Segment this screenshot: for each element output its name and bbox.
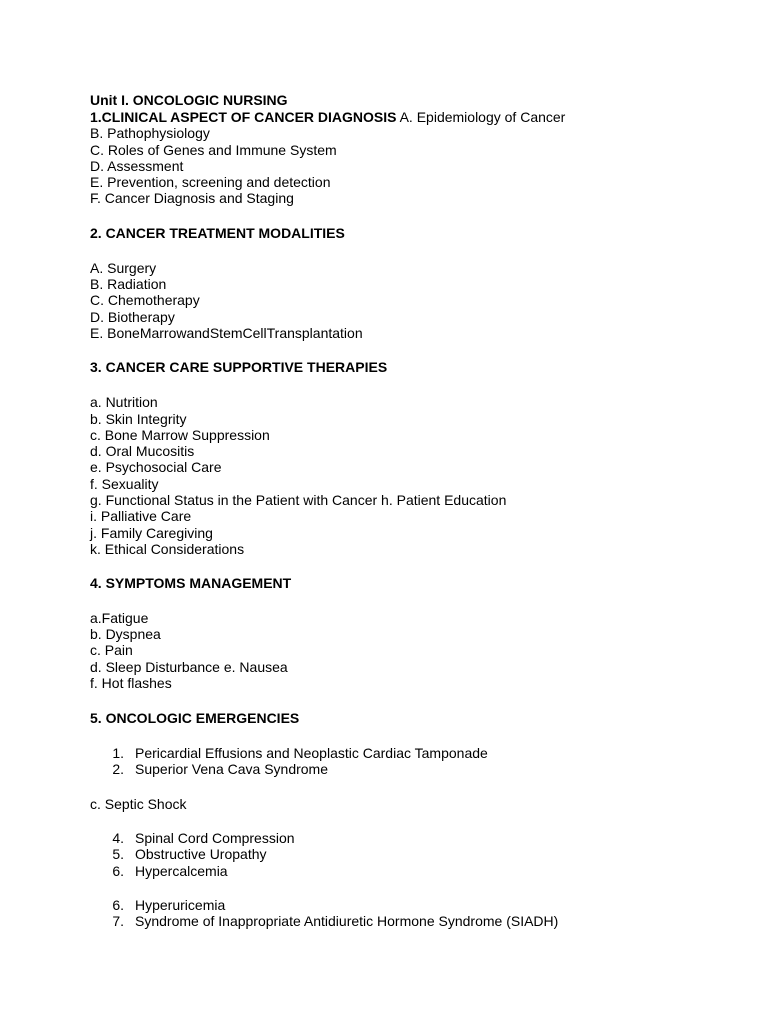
section-5-heading: 5. ONCOLOGIC EMERGENCIES xyxy=(90,710,300,726)
emergency-item: Pericardial Effusions and Neoplastic Cardiac Tamponade xyxy=(135,745,488,761)
list-number: 6. xyxy=(112,863,124,879)
section-3-item: f. Sexuality xyxy=(90,476,159,492)
section-4-heading: 4. SYMPTOMS MANAGEMENT xyxy=(90,575,292,591)
section-2-item: B. Radiation xyxy=(90,276,167,292)
emergency-item: Obstructive Uropathy xyxy=(135,846,267,862)
list-number: 1. xyxy=(112,745,124,761)
emergency-item: Spinal Cord Compression xyxy=(135,830,295,846)
section-4-item: a.Fatigue xyxy=(90,610,149,626)
section-1-item: D. Assessment xyxy=(90,158,184,174)
section-3-item: g. Functional Status in the Patient with Cancer h. Patient Education xyxy=(90,492,507,508)
section-2-item: E. BoneMarrowandStemCellTransplantation xyxy=(90,325,363,341)
section-2-item: A. Surgery xyxy=(90,260,157,276)
unit-title: Unit I. ONCOLOGIC NURSING xyxy=(90,92,288,108)
section-1-item: F. Cancer Diagnosis and Staging xyxy=(90,190,294,206)
section-3-item: a. Nutrition xyxy=(90,394,158,410)
section-3-heading: 3. CANCER CARE SUPPORTIVE THERAPIES xyxy=(90,359,388,375)
section-3-item: j. Family Caregiving xyxy=(90,525,213,541)
list-number: 6. xyxy=(112,897,124,913)
section-1-item: A. Epidemiology of Cancer xyxy=(399,109,566,125)
section-3-item: k. Ethical Considerations xyxy=(90,541,245,557)
section-2-heading: 2. CANCER TREATMENT MODALITIES xyxy=(90,225,345,241)
section-1-item: E. Prevention, screening and detection xyxy=(90,174,331,190)
emergency-item: Superior Vena Cava Syndrome xyxy=(135,761,328,777)
list-number: 7. xyxy=(112,913,124,929)
section-2-item: D. Biotherapy xyxy=(90,309,175,325)
section-3-item: i. Palliative Care xyxy=(90,508,192,524)
emergency-item: Hyperuricemia xyxy=(135,897,226,913)
section-4-item: d. Sleep Disturbance e. Nausea xyxy=(90,659,288,675)
section-4-item: f. Hot flashes xyxy=(90,675,172,691)
section-1-heading: 1.CLINICAL ASPECT OF CANCER DIAGNOSIS xyxy=(90,109,397,125)
section-2-item: C. Chemotherapy xyxy=(90,292,200,308)
section-3-item: e. Psychosocial Care xyxy=(90,459,222,475)
section-1-item: B. Pathophysiology xyxy=(90,125,210,141)
section-3-item: b. Skin Integrity xyxy=(90,411,187,427)
list-number: 5. xyxy=(112,846,124,862)
emergency-item: Syndrome of Inappropriate Antidiuretic Hormone Syndrome (SIADH) xyxy=(135,913,559,929)
emergency-item: c. Septic Shock xyxy=(90,796,187,812)
section-4-item: c. Pain xyxy=(90,642,133,658)
section-4-item: b. Dyspnea xyxy=(90,626,161,642)
section-1-heading-line xyxy=(90,109,565,125)
section-1-item: C. Roles of Genes and Immune System xyxy=(90,142,337,158)
list-number: 2. xyxy=(112,761,124,777)
list-number: 4. xyxy=(112,830,124,846)
emergency-item: Hypercalcemia xyxy=(135,863,228,879)
section-3-item: c. Bone Marrow Suppression xyxy=(90,427,270,443)
section-3-item: d. Oral Mucositis xyxy=(90,443,195,459)
